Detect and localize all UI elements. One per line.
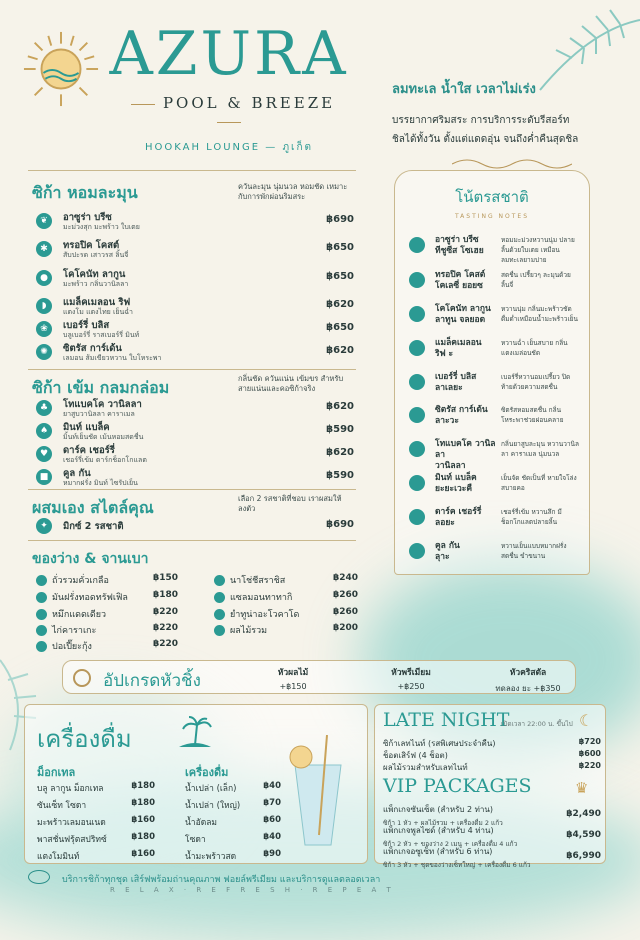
salmon-icon — [214, 592, 225, 603]
drink-item[interactable]: น้ำเปล่า (ใหญ่) ฿70 — [185, 798, 281, 811]
sun-logo-icon — [22, 30, 100, 108]
gum-icon: ■ — [36, 469, 52, 485]
mango-icon: ❦ — [36, 213, 52, 229]
gum-icon — [409, 543, 425, 559]
melon-icon — [409, 340, 425, 356]
menu-item[interactable]: ◗ แมล็คเมลอน ริฟ แตงโม แตงไทย เย็นฉ่ำ ฿620 — [36, 295, 354, 317]
tagline-heading: ลมทะเล น้ำใส เวลาไม่เร่ง — [392, 82, 536, 97]
vip-package[interactable]: แพ็กเกจพูลไซด์ (สำหรับ 4 ท่าน) ซิก้า 2 หัว + ของว่าง 2 เมนู + เครื่องดื่ม 4 แก้ว ฿4,590 — [383, 826, 601, 848]
menu-item[interactable]: ❀ เบอร์รี่ บลิส บลูเบอร์รี่ ราสเบอร์รี่ มินท์ ฿650 — [36, 318, 354, 340]
late-night-vip-panel — [374, 704, 606, 869]
drink-item[interactable]: มะพร้าวเลมอนเนด ฿160 — [37, 815, 155, 828]
drink-item[interactable]: บลู ลากูน ม็อกเทล ฿180 — [37, 781, 155, 794]
hookah-bowl-icon — [73, 669, 91, 687]
upgrade-option[interactable]: หัวพรีเมียม +฿250 — [391, 668, 431, 691]
tagline-line-2: ชิลได้ทั้งวัน ตั้งแต่แดดอุ่น จนถึงค่ำคืนสุดชิล — [392, 134, 579, 145]
late-night-item[interactable]: ผลไม้รวมสำหรับเลทไนท์ ฿220 — [383, 761, 601, 772]
snack-item[interactable]: ผลไม้รวม ฿200 — [214, 623, 358, 639]
tasting-row: ดาร์ค เชอร์รี่ ลอยะ เชอร์รี่เข้ม หวานลึก มีช็อกโกแลตปลายลิ้น — [409, 505, 577, 535]
late-night-title: LATE NIGHT — [383, 709, 510, 731]
footer — [0, 866, 640, 905]
section-note-light: ควันละมุน นุ่มนวล หอมชัด เหมาะกับการพักผ่อนริมสระ — [238, 182, 348, 201]
snack-item[interactable]: นาโช่ชีสราชิส ฿240 — [214, 573, 358, 589]
drink-item[interactable]: น้ำอัดลม ฿60 — [185, 815, 281, 828]
upgrade-option[interactable]: หัวคริสตัล ทดลอง ยะ +฿350 — [495, 668, 561, 693]
mocktail-heading: ม็อกเทล — [37, 766, 76, 779]
late-night-item[interactable]: ช็อตเสิร์ฟ (4 ช็อต) ฿600 — [383, 749, 601, 760]
tagline-block — [392, 78, 622, 173]
tobacco-leaf-icon: ♣ — [36, 400, 52, 416]
tasting-row: แมล็คเมลอน ริฟ ะ หวานฉ่ำ เย็นสบาย กลิ่นแตงเมล่อนชัด — [409, 336, 577, 366]
drinks-title: เครื่องดื่ม — [37, 725, 132, 753]
drink-item[interactable]: แตงโมมินท์ ฿160 — [37, 849, 155, 862]
menu-item[interactable]: ✺ ซิตรัส การ์เด้น เลมอน ส้มเขียวหวาน ใบโหระพา ฿620 — [36, 341, 354, 363]
menu-item-mix[interactable]: ✦ มิกซ์ 2 รสชาติ ฿690 — [36, 515, 354, 537]
mint-leaf-icon — [409, 475, 425, 491]
menu-item[interactable]: ❦ อาซูร่า บรีซ มะม่วงสุก มะพร้าว ใบเตย ฿690 — [36, 210, 354, 232]
vip-package[interactable]: แพ็กเกจซันเซ็ต (สำหรับ 2 ท่าน) ซิก้า 1 หัว + ผลไม้รวม + เครื่องดื่ม 2 แก้ว ฿2,490 — [383, 805, 601, 827]
tobacco-leaf-icon — [409, 441, 425, 457]
tasting-notes-subtitle: TASTING NOTES — [454, 213, 530, 220]
tasting-row: อาซูร่า บรีซ ทีชูซีส โซเฮย หอมมะม่วงหวานนุ่ม ปลายลิ้นด้วยใบเตย เหมือนลมทะเลยามบ่าย — [409, 233, 577, 263]
berry-icon — [409, 374, 425, 390]
section-title-mix: ผสมเอง สไตล์คุณ — [32, 498, 154, 517]
drinks-panel — [24, 704, 368, 864]
wave-badge-icon — [28, 870, 50, 884]
melon-icon: ◗ — [36, 298, 52, 314]
snack-item[interactable]: หมึกแดดเดียว ฿220 — [36, 607, 178, 623]
section-title-snacks: ของว่าง & จานเบา — [32, 551, 149, 567]
menu-item[interactable]: ♥ ดาร์ค เชอร์รี่ เชอร์รี่เข้ม ดาร์กช็อกโกแลต ฿620 — [36, 443, 354, 465]
island-palm-icon — [175, 715, 215, 751]
crown-icon: ♛ — [575, 779, 589, 797]
pineapple-icon: ✱ — [36, 241, 52, 257]
drink-item[interactable]: น้ำมะพร้าวสด ฿90 — [185, 849, 281, 862]
menu-item[interactable]: ♣ โทแบคโค วานิลลา ยาสูบวานิลลา คาราเมล ฿620 — [36, 397, 354, 419]
cherry-icon — [409, 509, 425, 525]
menu-item[interactable]: ♠ มินท์ แบล็ค มิ้นท์เย็นชัด เม้นหอมสดชื่น ฿590 — [36, 420, 354, 442]
vip-title: VIP PACKAGES — [383, 775, 532, 797]
brand-subtitle: POOL & BREEZE — [108, 94, 350, 130]
late-night-note: เปิดเวลา 22:00 น. ขึ้นไป — [501, 720, 573, 728]
nut-icon — [36, 575, 47, 586]
drink-item[interactable]: ซันเซ็ท โซดา ฿180 — [37, 798, 155, 811]
soft-drink-heading: เครื่องดื่ม — [185, 766, 229, 779]
footer-motto: R E L A X · R E F R E S H · R E P E A T — [110, 886, 395, 894]
mint-leaf-icon: ♠ — [36, 423, 52, 439]
tasting-row: โทแบคโค วานิลลา วานิลลา กลิ่นยาสูบละมุน หวานวานิลลา คาราเมล นุ่มนวล — [409, 437, 577, 467]
moon-icon: ☾ — [579, 711, 594, 730]
mix-icon: ✦ — [36, 518, 52, 534]
tagline-line-1: บรรยากาศริมสระ การบริการระดับรีสอร์ท — [392, 115, 570, 126]
pineapple-icon — [409, 272, 425, 288]
section-title-strong: ซิก้า เข้ม กลมกล่อม — [32, 378, 170, 397]
snack-item[interactable]: ไก่คาราเกะ ฿220 — [36, 623, 178, 639]
section-note-mix: เลือก 2 รสชาติที่ชอบ เราผสมให้ลงตัว — [238, 494, 342, 513]
tasting-row: คูล กัน ลุาะ หวานเย็นแบบหมากฝรั่ง สดชื่น ขำขนาน — [409, 539, 577, 569]
drink-item[interactable]: โซดา ฿40 — [185, 832, 281, 845]
snack-item[interactable]: ถั่วรวมคั่วเกลือ ฿150 — [36, 573, 178, 589]
nacho-icon — [214, 575, 225, 586]
brand-block — [108, 18, 350, 155]
cherry-icon: ♥ — [36, 446, 52, 462]
snack-item[interactable]: มันฝรั่งทอดทรัฟเฟิล ฿180 — [36, 590, 178, 606]
divider — [28, 489, 356, 490]
citrus-icon: ✺ — [36, 344, 52, 360]
berry-icon: ❀ — [36, 321, 52, 337]
upgrade-option[interactable]: หัวผลไม้ +฿150 — [277, 668, 309, 691]
coconut-icon: ● — [36, 270, 52, 286]
mango-icon — [409, 237, 425, 253]
tasting-row: ซิตรัส การ์เด้น ลาะวะ ซิตรัสหอมสดชื่น กลิ่นโหระพาช่วยผ่อนคลาย — [409, 403, 577, 433]
menu-item[interactable]: ✱ ทรอปิค โคสต์ สับปะรด เสาวรส ลิ้นจี่ ฿650 — [36, 238, 354, 260]
divider — [28, 170, 356, 171]
tasting-row: มินท์ แบล็ค ยะยะเวะคื เย็นจัด ชัดเป็นที่ หายใจโล่ง สบายคอ — [409, 471, 577, 501]
section-title-light: ซิก้า หอมละมุน — [32, 183, 138, 202]
wave-divider-icon — [452, 159, 572, 169]
upgrade-bar — [62, 660, 576, 694]
late-night-item[interactable]: ซิก้าเลทไนท์ (รสพิเศษประจำคืน) ฿720 — [383, 737, 601, 748]
snack-item[interactable]: ปอเปี๊ยะกุ้ง ฿220 — [36, 639, 178, 655]
tasting-row: ทรอปิค โคสต์ โคเลซี่ ยอยซ สดชื่น เปรี้ยวๆ ละมุนด้วยลิ้นจี่ — [409, 268, 577, 298]
hookah-lounge-label: HOOKAH LOUNGE — ภูเก็ต — [144, 142, 314, 153]
menu-item[interactable]: ■ คูล กัน หมากฝรั่ง มินท์ ไซรัปเย็น ฿590 — [36, 466, 354, 488]
brand-name: AZURA — [109, 19, 349, 89]
upgrade-title: อัปเกรดหัวชิ้ง — [103, 671, 201, 691]
snack-item[interactable]: แซลมอนทาทากิ ฿260 — [214, 590, 358, 606]
tasting-notes-title: โน้ตรสชาติ — [455, 188, 529, 206]
fries-icon — [36, 592, 47, 603]
tuna-icon — [214, 609, 225, 620]
drink-item[interactable]: น้ำเปล่า (เล็ก) ฿40 — [185, 781, 281, 794]
drink-item[interactable]: พาสชั่นฟรุ้ตสปริทซ์ ฿180 — [37, 832, 155, 845]
footer-service-line: บริการชิก้าทุกชุด เสิร์ฟพร้อมถ่านคุณภาพ ฟอยล์พรีเมียม และบริการดูแลตลอดเวลา — [62, 875, 381, 885]
tasting-notes-panel — [394, 170, 590, 575]
menu-item[interactable]: ● โคโคนัท ลากูน มะพร้าว กลิ่นวานิลลา ฿650 — [36, 267, 354, 289]
coconut-icon — [409, 306, 425, 322]
snack-item[interactable]: ยำทูน่าอะโวคาโด ฿260 — [214, 607, 358, 623]
divider — [28, 369, 356, 370]
fruit-icon — [214, 625, 225, 636]
tasting-row: เบอร์รี่ บลิส ลาเลยะ เบอร์รี่หวานอมเปรี้ยว ปิดท้ายด้วยความสดชื่น — [409, 370, 577, 400]
spring-roll-icon — [36, 641, 47, 652]
tasting-row: โคโคนัท ลากูน ลาทูน จลยอด หวานนุ่ม กลิ่นมะพร้าวชัด ดื่มด่ำเหมือนน้ำมะพร้าวเย็น — [409, 302, 577, 332]
cocktail-glass-icon — [283, 735, 353, 855]
section-note-strong: กลิ่นชัด ควันแน่น เข้มขร สำหรับสายแน่นและคอซิก้าจริง — [238, 374, 344, 393]
divider — [28, 540, 356, 541]
chicken-icon — [36, 625, 47, 636]
vip-package[interactable]: แพ็กเกจอซูเซ็ท (สำหรับ 6 ท่าน) ซิก้า 3 หัว + ชุดของว่างเซ็ทใหญ่ + เครื่องดื่ม 6 แก้ว ฿6,990 — [383, 847, 601, 869]
citrus-icon — [409, 407, 425, 423]
squid-icon — [36, 609, 47, 620]
